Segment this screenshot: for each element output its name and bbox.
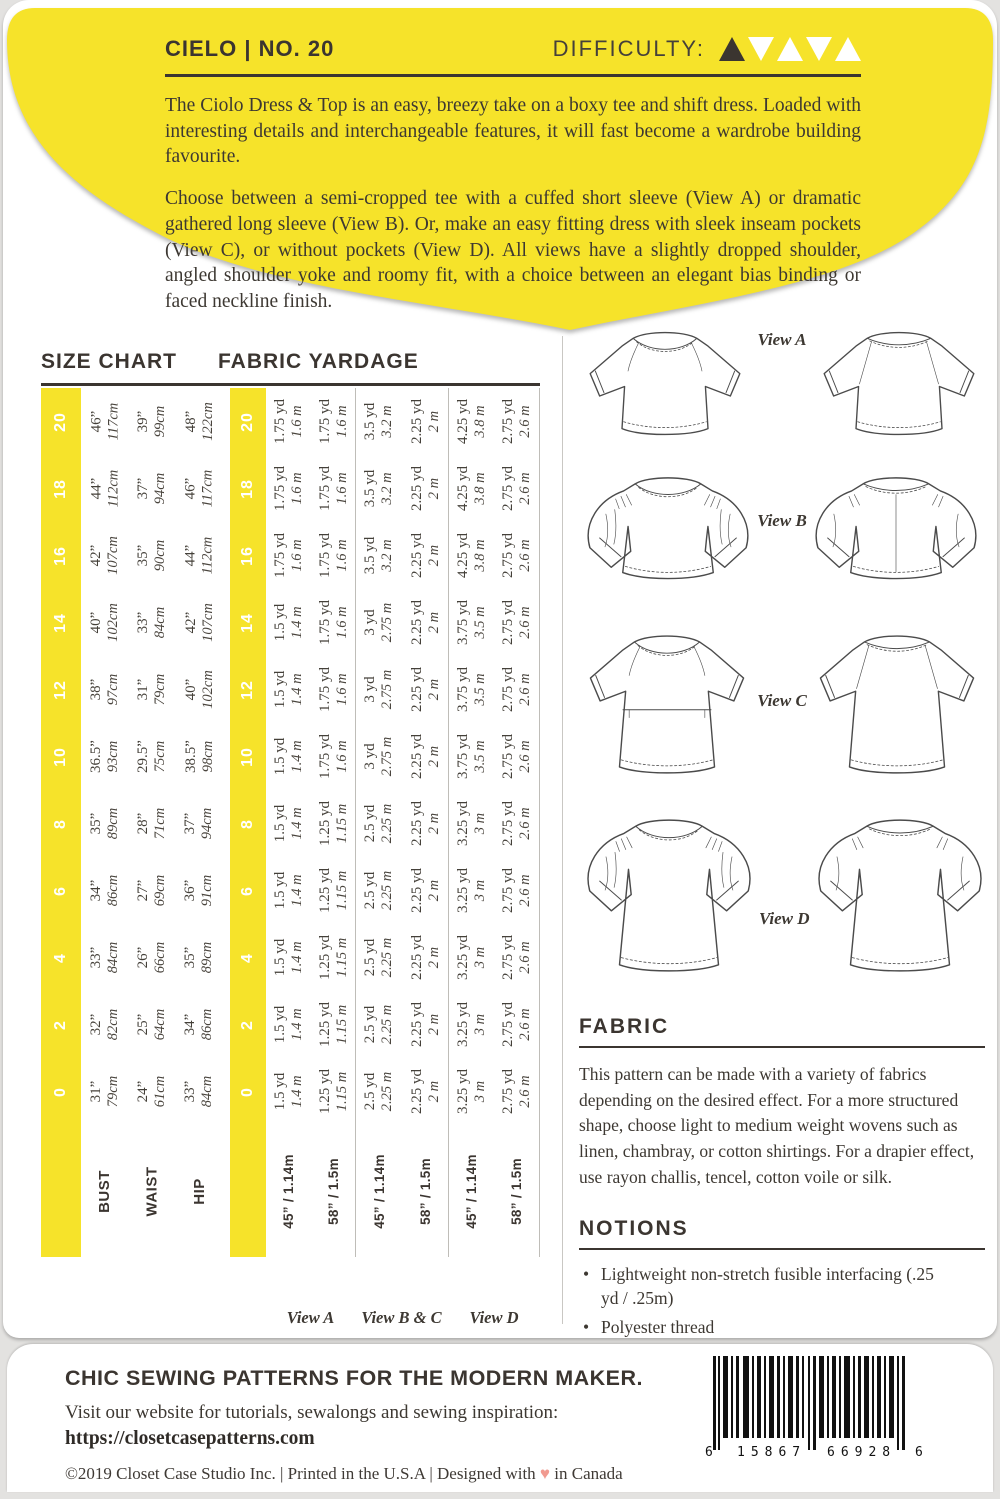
fabric-width-label: 58” / 1.5m <box>417 1157 433 1225</box>
yardage-cell: 3.75 yd 3.5 m <box>448 589 494 656</box>
yardage-cell: 1.5 yd 1.4 m <box>271 938 305 977</box>
yardage-cell: 1.75 yd 1.6 m <box>316 667 350 712</box>
view-a-front-drawing <box>579 316 751 445</box>
yardage-cell: 3.75 yd 3.5 m <box>448 723 494 790</box>
yardage-cell: 1.25 yd 1.15 m <box>316 868 350 913</box>
difficulty-triangle-icon <box>719 37 745 61</box>
notion-item: • Lightweight non-stretch fusible interfacing (.25 yd / .25m) <box>579 1262 939 1312</box>
fabric-yardage-table <box>230 388 540 1257</box>
yardage-cell: 2.75 yd 2.6 m <box>494 388 540 455</box>
view-c-row <box>579 619 985 791</box>
size-cell: 14 <box>230 589 266 656</box>
yardage-view-a-label: View A <box>286 1308 335 1327</box>
size-cell: 12 <box>41 656 81 723</box>
fabric-text: This pattern can be made with a variety of fabrics depending on the desired effect. For a more structured shape, choose light to medium weight wovens such as linen, chambray, or cotton shirtings. For a drapier effect, use rayon challis, tencel, cotton voile or silk. <box>579 1064 975 1187</box>
view-c-back-drawing <box>809 619 985 782</box>
fabric-yardage-title: FABRIC YARDAGE <box>218 350 419 373</box>
yardage-cell: 2.25 yd 2 m <box>408 399 442 444</box>
yardage-cell: 1.25 yd 1.15 m <box>316 935 350 980</box>
size-cell: 4 <box>230 924 266 991</box>
yardage-cell: 4.25 yd 3.8 m <box>448 388 494 455</box>
waist-cell: 28” 71cm <box>134 807 168 840</box>
view-a-label: View A <box>757 330 807 349</box>
size-cell: 12 <box>230 656 266 723</box>
yardage-cell: 1.5 yd 1.4 m <box>271 871 305 910</box>
waist-cell: 35” 90cm <box>134 539 168 572</box>
tables-column <box>41 350 546 1327</box>
waist-cell: 27” 69cm <box>134 874 168 907</box>
yardage-cell: 1.75 yd 1.6 m <box>316 466 350 511</box>
notion-item: • Polyester thread <box>579 1315 939 1340</box>
yardage-cell: 2.25 yd 2 m <box>408 868 442 913</box>
measurement-label: BUST <box>96 1169 113 1213</box>
yardage-band-footer <box>230 1125 266 1257</box>
hip-cell: 46” 117cm <box>182 469 216 508</box>
waist-cell: 24” 61cm <box>134 1075 168 1108</box>
fabric-heading: FABRIC <box>579 1015 985 1048</box>
yardage-cell: 1.5 yd 1.4 m <box>271 670 305 709</box>
yardage-cell: 3.5 yd 3.2 m <box>355 522 402 589</box>
view-d-row <box>579 801 985 993</box>
waist-cell: 37” 94cm <box>134 472 168 505</box>
yardage-cell: 1.75 yd 1.6 m <box>271 399 305 444</box>
yardage-cell: 3 yd 2.75 m <box>355 656 402 723</box>
envelope-back <box>3 0 997 1338</box>
bust-cell: 35” 89cm <box>87 807 121 840</box>
size-cell: 10 <box>230 723 266 790</box>
size-cell: 16 <box>230 522 266 589</box>
bust-cell: 40” 102cm <box>87 603 121 642</box>
yardage-cell: 2.25 yd 2 m <box>408 734 442 779</box>
yardage-cell: 2.75 yd 2.6 m <box>494 656 540 723</box>
yardage-cell: 3 yd 2.75 m <box>355 589 402 656</box>
view-d-label: View D <box>759 909 810 928</box>
size-cell: 2 <box>41 991 81 1058</box>
yardage-view-bc-label: View B & C <box>361 1308 442 1327</box>
view-a-back-drawing <box>813 316 985 445</box>
yardage-cell: 2.5 yd 2.25 m <box>355 857 402 924</box>
pattern-title: CIELO | NO. 20 <box>165 36 335 61</box>
measurement-label: WAIST <box>143 1166 160 1216</box>
size-cell: 20 <box>230 388 266 455</box>
bust-cell: 38” 97cm <box>87 673 121 706</box>
yardage-cell: 2.75 yd 2.6 m <box>494 723 540 790</box>
view-a-row <box>579 316 985 451</box>
heart-icon: ♥ <box>539 1464 551 1483</box>
difficulty-indicator <box>553 36 861 62</box>
yardage-cell: 3.25 yd 3 m <box>448 991 494 1058</box>
yardage-cell: 3 yd 2.75 m <box>355 723 402 790</box>
size-chart-title: SIZE CHART <box>41 350 177 373</box>
bust-cell: 46” 117cm <box>87 402 121 441</box>
size-cell: 10 <box>41 723 81 790</box>
svg-text:66928: 66928 <box>827 1445 897 1460</box>
hip-cell: 44” 112cm <box>182 536 216 575</box>
yardage-cell: 2.25 yd 2 m <box>408 600 442 645</box>
fabric-width-label: 45” / 1.14m <box>281 1153 297 1229</box>
size-cell: 0 <box>41 1058 81 1125</box>
size-cell: 20 <box>41 388 81 455</box>
waist-cell: 26” 66cm <box>134 941 168 974</box>
fabric-width-label: 58” / 1.5m <box>494 1125 540 1257</box>
header-rule <box>165 74 861 77</box>
yardage-view-labels <box>266 1308 540 1328</box>
view-b-label: View B <box>757 511 807 530</box>
waist-cell: 39” 99cm <box>134 405 168 438</box>
waist-cell: 25” 64cm <box>134 1008 168 1041</box>
size-cell: 18 <box>41 455 81 522</box>
yardage-cell: 1.25 yd 1.15 m <box>316 1069 350 1114</box>
copyright-text: ©2019 Closet Case Studio Inc. | Printed in the U.S.A | Designed with <box>65 1464 536 1483</box>
yardage-cell: 2.5 yd 2.25 m <box>355 991 402 1058</box>
fabric-section <box>579 1015 985 1191</box>
yardage-cell: 1.75 yd 1.6 m <box>271 466 305 511</box>
yardage-cell: 2.75 yd 2.6 m <box>494 790 540 857</box>
yardage-cell: 1.75 yd 1.6 m <box>316 533 350 578</box>
yardage-cell: 2.75 yd 2.6 m <box>494 522 540 589</box>
bust-cell: 36.5” 93cm <box>87 740 121 773</box>
fabric-width-label: 58” / 1.5m <box>325 1157 341 1225</box>
measurement-label: HIP <box>190 1177 208 1205</box>
flap-content <box>165 36 861 315</box>
size-cell: 2 <box>230 991 266 1058</box>
barcode <box>705 1352 933 1464</box>
hip-cell: 38.5” 98cm <box>182 740 216 773</box>
yardage-cell: 2.75 yd 2.6 m <box>494 991 540 1058</box>
yardage-cell: 2.25 yd 2 m <box>408 1069 442 1114</box>
yardage-cell: 2.5 yd 2.25 m <box>355 1058 402 1125</box>
footer-copyright <box>65 1464 623 1484</box>
table-top-rule <box>41 383 540 386</box>
view-d-front-drawing <box>579 801 759 981</box>
difficulty-label: DIFFICULTY: <box>552 36 705 61</box>
column-divider <box>562 336 563 1324</box>
yardage-cell: 1.25 yd 1.15 m <box>316 801 350 846</box>
yardage-cell: 2.5 yd 2.25 m <box>355 924 402 991</box>
hip-cell: 40” 102cm <box>182 670 216 709</box>
yardage-cell: 3.25 yd 3 m <box>448 1058 494 1125</box>
yardage-cell: 2.25 yd 2 m <box>408 935 442 980</box>
fabric-width-label: 45” / 1.14m <box>355 1125 402 1257</box>
footer-website-line: Visit our website for tutorials, sewalongs and sewing inspiration: <box>65 1402 559 1423</box>
views-column <box>579 316 985 1373</box>
difficulty-triangle-icon <box>835 37 861 61</box>
yardage-cell: 3.5 yd 3.2 m <box>355 455 402 522</box>
hip-cell: 33” 84cm <box>182 1075 216 1108</box>
bust-cell: 31” 79cm <box>87 1075 121 1108</box>
bust-cell: 32” 82cm <box>87 1008 121 1041</box>
difficulty-triangle-icon <box>777 37 803 61</box>
view-d-back-drawing <box>810 801 990 981</box>
yardage-cell: 1.5 yd 1.4 m <box>271 804 305 843</box>
yardage-cell: 3.25 yd 3 m <box>448 924 494 991</box>
waist-cell: 31” 79cm <box>134 673 168 706</box>
size-cell: 4 <box>41 924 81 991</box>
yardage-cell: 2.75 yd 2.6 m <box>494 857 540 924</box>
size-cell: 18 <box>230 455 266 522</box>
size-cell: 8 <box>230 790 266 857</box>
view-c-label: View C <box>757 691 807 710</box>
yardage-cell: 3.25 yd 3 m <box>448 790 494 857</box>
difficulty-rating-icons <box>719 37 861 61</box>
footer-tagline: CHIC SEWING PATTERNS FOR THE MODERN MAKER. <box>65 1366 644 1390</box>
fabric-width-label: 45” / 1.14m <box>448 1125 494 1257</box>
view-b-back-drawing <box>807 459 985 601</box>
size-cell: 0 <box>230 1058 266 1125</box>
bust-cell: 33” 84cm <box>87 941 121 974</box>
hip-cell: 42” 107cm <box>182 603 216 642</box>
size-band-footer <box>41 1125 81 1257</box>
svg-text:6: 6 <box>915 1445 923 1460</box>
bust-cell: 42” 107cm <box>87 536 121 575</box>
hip-cell: 37” 94cm <box>182 807 216 840</box>
svg-text:15867: 15867 <box>737 1445 807 1460</box>
bust-cell: 44” 112cm <box>87 469 121 508</box>
size-cell: 16 <box>41 522 81 589</box>
yardage-cell: 1.75 yd 1.6 m <box>316 600 350 645</box>
size-cell: 6 <box>41 857 81 924</box>
difficulty-triangle-icon <box>748 37 774 61</box>
yardage-cell: 1.75 yd 1.6 m <box>316 734 350 779</box>
size-cell: 6 <box>230 857 266 924</box>
svg-text:6: 6 <box>705 1445 713 1460</box>
view-b-row <box>579 459 985 611</box>
yardage-cell: 2.25 yd 2 m <box>408 533 442 578</box>
yardage-cell: 2.25 yd 2 m <box>408 801 442 846</box>
yardage-cell: 1.5 yd 1.4 m <box>271 603 305 642</box>
hip-cell: 48” 122cm <box>182 402 216 441</box>
yardage-cell: 1.5 yd 1.4 m <box>271 737 305 776</box>
yardage-cell: 3.5 yd 3.2 m <box>355 388 402 455</box>
yardage-cell: 2.75 yd 2.6 m <box>494 924 540 991</box>
notions-heading: NOTIONS <box>579 1217 985 1250</box>
waist-cell: 33” 84cm <box>134 606 168 639</box>
yardage-cell: 1.5 yd 1.4 m <box>271 1072 305 1111</box>
footer-url[interactable]: https://closetcasepatterns.com <box>65 1428 315 1449</box>
view-c-front-drawing <box>579 619 755 782</box>
size-cell: 8 <box>41 790 81 857</box>
yardage-cell: 1.5 yd 1.4 m <box>271 1005 305 1044</box>
difficulty-triangle-icon <box>806 37 832 61</box>
yardage-cell: 2.25 yd 2 m <box>408 667 442 712</box>
yardage-cell: 1.75 yd 1.6 m <box>316 399 350 444</box>
yardage-cell: 2.25 yd 2 m <box>408 1002 442 1047</box>
yardage-cell: 2.5 yd 2.25 m <box>355 790 402 857</box>
yardage-cell: 2.75 yd 2.6 m <box>494 589 540 656</box>
yardage-cell: 3.75 yd 3.5 m <box>448 656 494 723</box>
yardage-cell: 1.75 yd 1.6 m <box>271 533 305 578</box>
hip-cell: 34” 86cm <box>182 1008 216 1041</box>
description-paragraph-2: Choose between a semi-cropped tee with a cuffed short sleeve (View A) or dramatic gathered long sleeve (View B). Or, make an easy fitting dress with sleek inseam pockets (View C), or without pockets (View D). All views have a slightly dropped shoulder, angled shoulder yoke and roomy fit, with a choice between an elegant bias binding or faced neckline finish. <box>165 188 861 313</box>
size-chart-table <box>41 388 223 1257</box>
copyright-text-end: in Canada <box>554 1464 623 1483</box>
yardage-cell: 2.75 yd 2.6 m <box>494 1058 540 1125</box>
description-paragraph-1: The Ciolo Dress & Top is an easy, breezy take on a boxy tee and shift dress. Loaded with interesting details and interchangeable features, it will fast become a wardrobe building favourite. <box>165 95 861 168</box>
bust-cell: 34” 86cm <box>87 874 121 907</box>
view-b-front-drawing <box>579 459 757 601</box>
yardage-cell: 2.75 yd 2.6 m <box>494 455 540 522</box>
hip-cell: 35” 89cm <box>182 941 216 974</box>
yardage-cell: 3.25 yd 3 m <box>448 857 494 924</box>
yardage-cell: 4.25 yd 3.8 m <box>448 455 494 522</box>
yardage-cell: 4.25 yd 3.8 m <box>448 522 494 589</box>
waist-cell: 29.5” 75cm <box>134 740 168 773</box>
hip-cell: 36” 91cm <box>182 874 216 907</box>
yardage-view-d-label: View D <box>469 1308 519 1327</box>
size-cell: 14 <box>41 589 81 656</box>
yardage-cell: 1.25 yd 1.15 m <box>316 1002 350 1047</box>
yardage-cell: 2.25 yd 2 m <box>408 466 442 511</box>
footer <box>7 1344 993 1492</box>
